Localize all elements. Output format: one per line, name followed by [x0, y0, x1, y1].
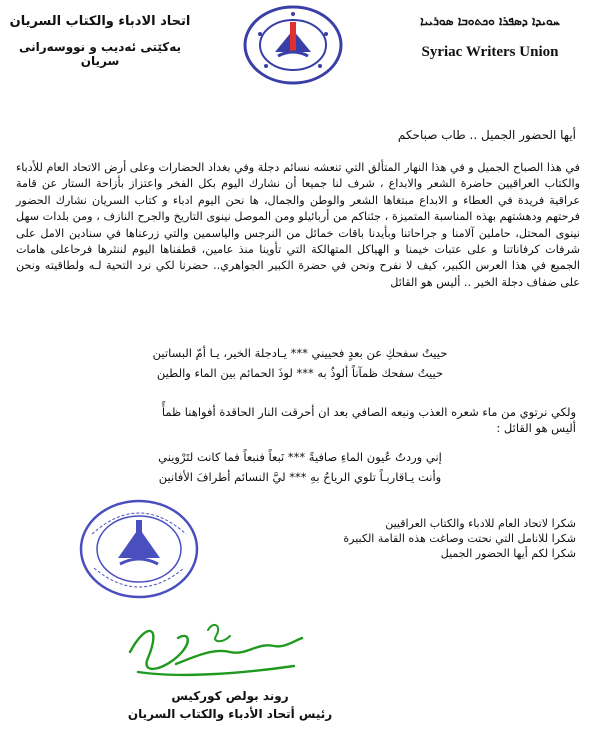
- greeting: أيها الحضور الجميل .. طاب صباحكم: [397, 128, 576, 142]
- union-stamp: [78, 498, 200, 600]
- paragraph2-line2: أليس هو القائل :: [496, 421, 576, 435]
- english-union-name: Syriac Writers Union: [421, 44, 559, 60]
- thanks-line-1: شكرا لاتحاد العام للادباء والكتاب العراقيين: [385, 517, 576, 530]
- verse1-line1: حييتُ سفحكِ عن بعدٍ فحييني *** يـادجلة الخير، يـا أمّ البساتين: [152, 346, 448, 360]
- verse2-line2: وأنت يـاقاربـاً تلوي الرياحُ بهِ *** ليَّ النسائم أطرافَ الأفانين: [158, 470, 442, 484]
- paragraph-opening: في هذا الصباح الجميل و في هذا النهار المتألق التي تنعشه نسائم دجلة وفي بغداد الحضارات وعلى أرض الاتحاد العام للأدباء والكتاب العراقيين حاضرة الشعر والابداع ، شرف لنا جميعا أن نشارك اليوم بكل الفخر واعتزاز بأزاحة الستار عن قامة عراقية فريدة في العطاء و الابداع مبتغاها الشعر والوطن والجمال، ها نحن اليوم ادباء و كتاب السريان نشارك الحضور فرحتهم ودهشتهم بهذه المناسبة المتميزة ، جئناكم من أربائيلو ومن الموصل نينوى التاريخ والجرح النازف ، ومن بلدات سهل نينوى المحتل، حاملين آلامنا و جراحاتنا وبأيدنا باقات خمائل من النرجس والياسمين والتي زرعناها في سنادين الامل على شرفات كرفاناتنا و على عتبات خيمنا و الهياكل المتهالكة التي تأوينا منذ عامين، قطفناها اليوم لننثرها فرحاعلى هامات الجميع في هذا العرس الكبير، كيف لا نفرح ونحن في حضرة الكبير الجواهري.. حضرنا لكي نرد التحية لـه ولطاقيته ونحن على ضفاف دجلة الخير .. أليس هو القائل: [16, 161, 580, 289]
- syriac-union-name: ܚܘܝܕܐ ܕܣܦܪܐ ܘܟܬܘܒܐ ܣܘܪܝܝܐ: [420, 14, 560, 28]
- kurdish-union-name: يەكێتى ئەديب و نووسەرانى سريان: [18, 40, 182, 68]
- thanks-line-3: شكرا لكم أيها الحضور الجميل: [440, 547, 576, 560]
- thanks-line-2: شكرا للانامل التي نحتت وصاغت هذه القامة الكبيرة: [343, 532, 576, 545]
- arabic-union-name: اتحاد الادباء والكتاب السريان: [9, 14, 191, 29]
- verse1-line2: حييتُ سفحك ظمآناً ألوذُ به *** لوذَ الحمائم بين الماء والطين: [156, 366, 444, 380]
- union-logo-top: [242, 4, 344, 86]
- verse2-line1: إني وردتُ عُيون الماءِ صافيةً *** نَبعاً فنبعاً فما كانت لتَرْويني: [158, 450, 442, 464]
- paragraph2-line1: ولكي نرتوي من ماء شعره العذب ونبعه الصافي بعد ان أحرقت النار الحاقدة أفواهنا ظمأً: [161, 405, 576, 419]
- paragraph-second: [16, 404, 576, 436]
- handwritten-signature: [118, 612, 308, 686]
- signature-title: رئيس أتحاد الأدباء والكتاب السريان: [127, 707, 333, 721]
- signature-name: روند بولص كوركيس: [171, 689, 289, 703]
